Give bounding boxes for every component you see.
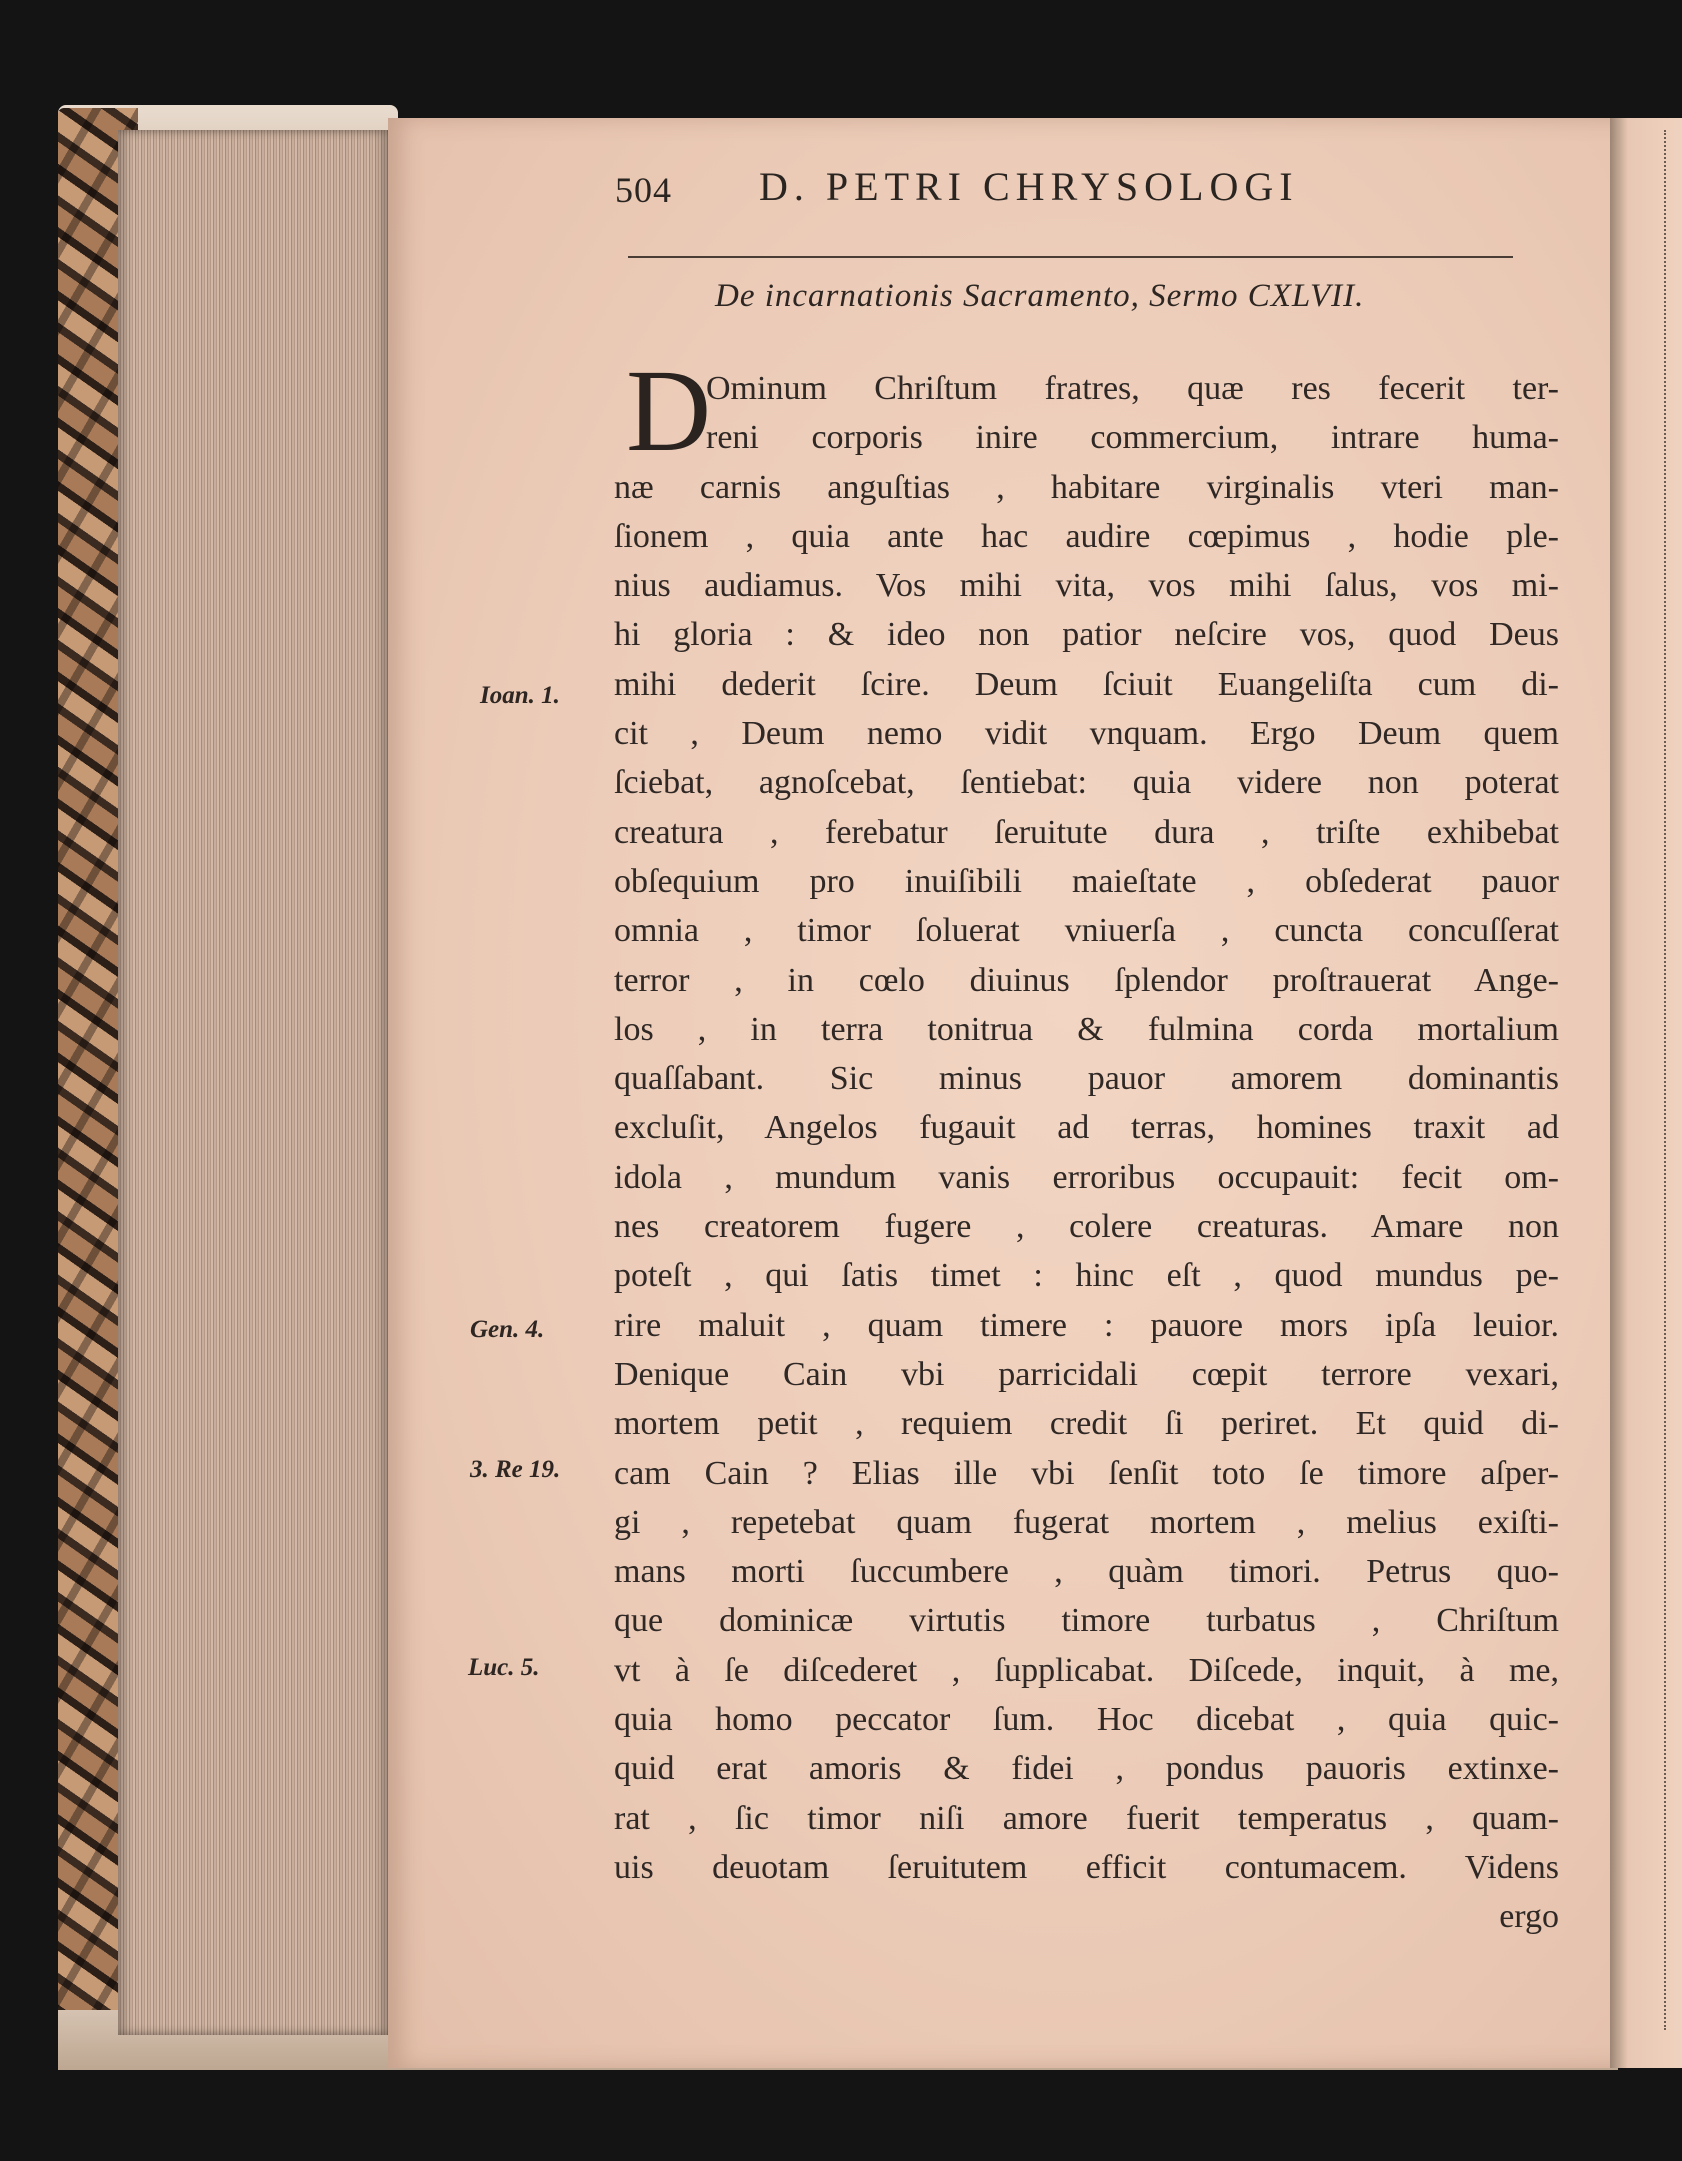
text-line: Denique Cain vbi parricidali cœpit terrore vexari, xyxy=(614,1355,1559,1393)
text-line: obſequium pro inuiſibili maieſtate , obſederat pauor xyxy=(614,862,1559,900)
text-line: quid erat amoris & fidei , pondus pauoris extinxe- xyxy=(614,1750,1559,1788)
sermon-title: De incarnationis Sacramento, Sermo CXLVII. xyxy=(715,278,1365,314)
text-line: nius audiamus. Vos mihi vita, vos mihi ſalus, vos mi- xyxy=(614,567,1559,605)
header-rule xyxy=(628,256,1513,258)
catchword: ergo xyxy=(1499,1898,1559,1936)
text-line: mortem petit , requiem credit ſi periret. Et quid di- xyxy=(614,1405,1559,1443)
text-line: poteſt , qui ſatis timet : hinc eſt , quod mundus pe- xyxy=(614,1257,1559,1295)
text-line: que dominicæ virtutis timore turbatus , Chriſtum xyxy=(614,1602,1559,1640)
margin-note-luc: Luc. 5. xyxy=(468,1654,540,1681)
facing-page-edge xyxy=(1610,118,1682,2068)
text-line: ſionem , quia ante hac audire cœpimus , hodie ple- xyxy=(614,517,1559,555)
margin-note-gen: Gen. 4. xyxy=(470,1316,545,1343)
facing-page-rule xyxy=(1664,130,1666,2030)
text-line: Ominum Chriſtum fratres, quæ res fecerit ter- xyxy=(706,370,1559,407)
text-line: los , in terra tonitrua & fulmina corda mortalium xyxy=(614,1010,1559,1048)
text-line: ſciebat, agnoſcebat, ſentiebat: quia videre non poterat xyxy=(614,764,1559,802)
text-line: quaſſabant. Sic minus pauor amorem dominantis xyxy=(614,1060,1559,1098)
text-line: idola , mundum vanis erroribus occupauit: fecit om- xyxy=(614,1158,1559,1196)
text-line: cit , Deum nemo vidit vnquam. Ergo Deum quem xyxy=(614,715,1559,753)
running-head: D. PETRI CHRYSOLOGI xyxy=(759,164,1299,209)
text-line: rire maluit , quam timere : pauore mors ipſa leuior. xyxy=(614,1306,1559,1344)
text-line: cam Cain ? Elias ille vbi ſenſit toto ſe timore aſper- xyxy=(614,1454,1559,1492)
text-line: næ carnis anguſtias , habitare virginalis vteri man- xyxy=(614,468,1559,506)
text-line: creatura , ferebatur ſeruitute dura , triſte exhibebat xyxy=(614,813,1559,851)
text-line: excluſit, Angelos fugauit ad terras, homines traxit ad xyxy=(614,1109,1559,1147)
margin-note-reg: 3. Re 19. xyxy=(470,1456,561,1483)
text-line: mihi dederit ſcire. Deum ſciuit Euangeliſta cum di- xyxy=(614,665,1559,703)
page-number: 504 xyxy=(615,170,672,210)
page-stack-edges xyxy=(118,130,388,2035)
text-line: uis deuotam ſeruitutem efficit contumacem. Videns xyxy=(614,1848,1559,1886)
text-line: mans morti ſuccumbere , quàm timori. Petrus quo- xyxy=(614,1553,1559,1591)
body-text xyxy=(614,364,1559,1942)
drop-cap: D xyxy=(626,345,712,476)
text-line: gi , repetebat quam fugerat mortem , melius exiſti- xyxy=(614,1503,1559,1541)
text-line: terror , in cœlo diuinus ſplendor proſtrauerat Ange- xyxy=(614,961,1559,999)
text-line: quia homo peccator ſum. Hoc dicebat , quia quic- xyxy=(614,1701,1559,1739)
text-line: rat , ſic timor niſi amore fuerit temperatus , quam- xyxy=(614,1799,1559,1837)
text-line: hi gloria : & ideo non patior neſcire vos, quod Deus xyxy=(614,616,1559,654)
margin-note-ioan: Ioan. 1. xyxy=(480,682,560,709)
text-line: omnia , timor ſoluerat vniuerſa , cuncta concuſſerat xyxy=(614,912,1559,950)
page-header xyxy=(615,163,1515,219)
text-line: nes creatorem fugere , colere creaturas. Amare non xyxy=(614,1208,1559,1246)
text-line: reni corporis inire commercium, intrare huma- xyxy=(706,419,1559,457)
text-line: vt à ſe diſcederet , ſupplicabat. Diſcede, inquit, à me, xyxy=(614,1651,1559,1689)
